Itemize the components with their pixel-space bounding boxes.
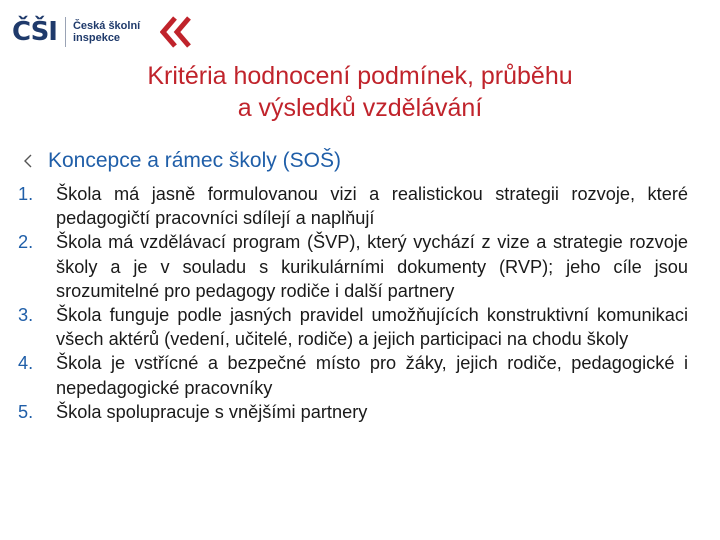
item-number: 2. — [18, 232, 34, 253]
list-item — [18, 400, 688, 424]
list-item — [18, 303, 688, 351]
criteria-list — [18, 182, 688, 424]
item-number: 1. — [18, 184, 34, 204]
section-label: Koncepce a rámec školy (SOŠ) — [48, 149, 341, 172]
logo-line-2: inspekce — [72, 32, 121, 44]
logo-mark: ČŠI — [12, 17, 66, 47]
item-number: 3. — [18, 305, 34, 326]
title-line-2: a výsledků vzdělávání — [237, 94, 483, 122]
list-item — [18, 230, 688, 303]
double-chevron-icon — [160, 15, 194, 49]
item-number: 5. — [18, 401, 34, 422]
item-number: 4. — [18, 353, 34, 374]
csi-logo — [12, 12, 194, 52]
item-text: Škola spolupracuje s vnějšími partnery — [56, 401, 368, 422]
list-item — [18, 182, 688, 230]
item-text: Škola má vzdělávací program (ŠVP), který vychází z vize a strategie rozvoje školy a je v souladu s kurikulárními dokumenty (RVP); jeho cíle jsou srozumitelné pro pedagogy rodiče i další partnery — [56, 232, 688, 301]
title-line-1: Kritéria hodnocení podmínek, průběhu — [147, 62, 573, 90]
item-text: Škola funguje podle jasných pravidel umožňujících konstruktivní komunikaci všech aktérů (vedení, učitelé, rodiče) a jejich participaci na chodu školy — [56, 305, 688, 350]
list-item — [18, 351, 688, 399]
section-heading — [22, 149, 341, 173]
item-text: Škola má jasně formulovanou vizi a realistickou strategii rozvoje, které pedagogičtí pracovníci sdílejí a naplňují — [56, 184, 688, 229]
chevron-left-icon — [22, 150, 36, 172]
page-title — [40, 60, 680, 124]
logo-text — [66, 20, 140, 44]
item-text: Škola je vstřícné a bezpečné místo pro žáky, jejich rodiče, pedagogické i nepedagogické pracovníky — [56, 353, 688, 398]
logo-line-1: Česká školní — [72, 20, 141, 32]
